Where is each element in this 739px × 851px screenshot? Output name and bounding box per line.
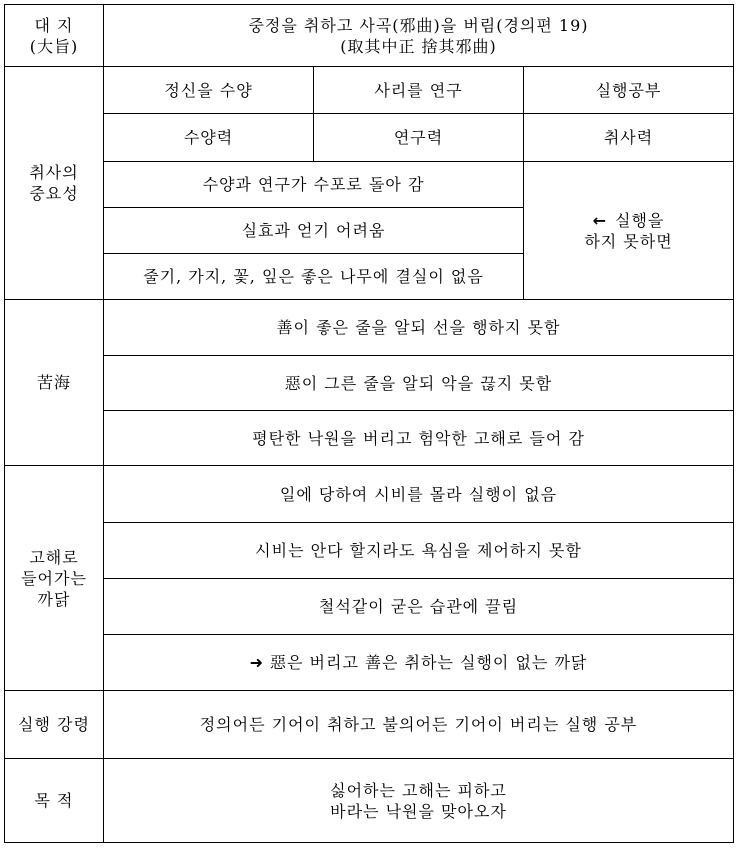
arrow-right-icon: ➜ xyxy=(249,653,265,672)
reason-row3-text: 철석같이 굳은 습관에 끌림 xyxy=(104,579,734,635)
importance-label-line1: 취사의 xyxy=(29,163,79,182)
main-idea-content-line1: 중정을 취하고 사곡(邪曲)을 버림(경의편 19) xyxy=(248,15,589,35)
reason-conclusion xyxy=(104,635,734,691)
suffering-row2-text: 惡이 그른 줄을 알되 악을 끊지 못함 xyxy=(104,356,734,411)
importance-side-text2: 하지 못하면 xyxy=(584,231,673,251)
reason-label xyxy=(5,466,104,691)
importance-side-note xyxy=(524,162,734,300)
importance-cell-study: 사리를 연구 xyxy=(314,67,524,114)
reason-row-3 xyxy=(5,579,734,635)
importance-cell-spirit: 정신을 수양 xyxy=(104,67,314,114)
main-idea-content xyxy=(104,5,734,67)
reason-label-line2: 들어가는 xyxy=(21,568,87,588)
practice-row xyxy=(5,691,734,759)
importance-cell-practice: 실행공부 xyxy=(524,67,734,114)
purpose-content xyxy=(104,759,734,843)
reason-row1-text: 일에 당하여 시비를 몰라 실행이 없음 xyxy=(104,466,734,523)
reason-row2-text: 시비는 안다 할지라도 욕심을 제어하지 못함 xyxy=(104,523,734,579)
outline-table xyxy=(4,4,734,843)
importance-cell-choice-power: 취사력 xyxy=(524,114,734,162)
suffering-row-3 xyxy=(5,411,734,466)
reason-label-line3: 까닭 xyxy=(37,589,71,609)
reason-conclusion-text: 惡은 버리고 善은 취하는 실행이 없는 까닭 xyxy=(270,653,588,672)
main-idea-label xyxy=(5,5,104,67)
suffering-row3-text: 평탄한 낙원을 버리고 험악한 고해로 들어 감 xyxy=(104,411,734,466)
importance-label-line2: 중요성 xyxy=(29,184,79,203)
importance-row-1 xyxy=(5,67,734,114)
purpose-row xyxy=(5,759,734,843)
purpose-line1: 싫어하는 고해는 피하고 xyxy=(330,780,507,800)
importance-side-text1: 실행을 xyxy=(615,210,665,230)
importance-label xyxy=(5,67,104,300)
main-idea-content-line2: (取其中正 捨其邪曲) xyxy=(340,36,497,56)
importance-cell-cultivation-power: 수양력 xyxy=(104,114,314,162)
importance-row-3 xyxy=(5,162,734,208)
purpose-line2: 바라는 낙원을 맞아오자 xyxy=(330,801,507,821)
suffering-row-2 xyxy=(5,356,734,411)
importance-row5-text: 줄기, 가지, 꽃, 잎은 좋은 나무에 결실이 없음 xyxy=(104,254,524,300)
importance-cell-study-power: 연구력 xyxy=(314,114,524,162)
main-idea-label-line1: 대 지 xyxy=(34,15,74,35)
practice-label: 실행 강령 xyxy=(5,691,104,759)
reason-row-1 xyxy=(5,466,734,523)
reason-row-2 xyxy=(5,523,734,579)
reason-row-4 xyxy=(5,635,734,691)
importance-row-2 xyxy=(5,114,734,162)
suffering-row-1 xyxy=(5,300,734,356)
reason-label-line1: 고해로 xyxy=(29,547,79,567)
suffering-row1-text: 善이 좋은 줄을 알되 선을 행하지 못함 xyxy=(104,300,734,356)
suffering-label: 苦海 xyxy=(5,300,104,466)
importance-side-line1 xyxy=(524,210,733,231)
importance-row3-text: 수양과 연구가 수포로 돌아 감 xyxy=(104,162,524,208)
arrow-left-icon: ← xyxy=(592,210,608,230)
importance-row4-text: 실효과 얻기 어려움 xyxy=(104,208,524,254)
main-idea-row xyxy=(5,5,734,67)
main-idea-label-line2: (大旨) xyxy=(29,36,79,56)
purpose-label: 목 적 xyxy=(5,759,104,843)
practice-content: 정의어든 기어이 취하고 불의어든 기어이 버리는 실행 공부 xyxy=(104,691,734,759)
